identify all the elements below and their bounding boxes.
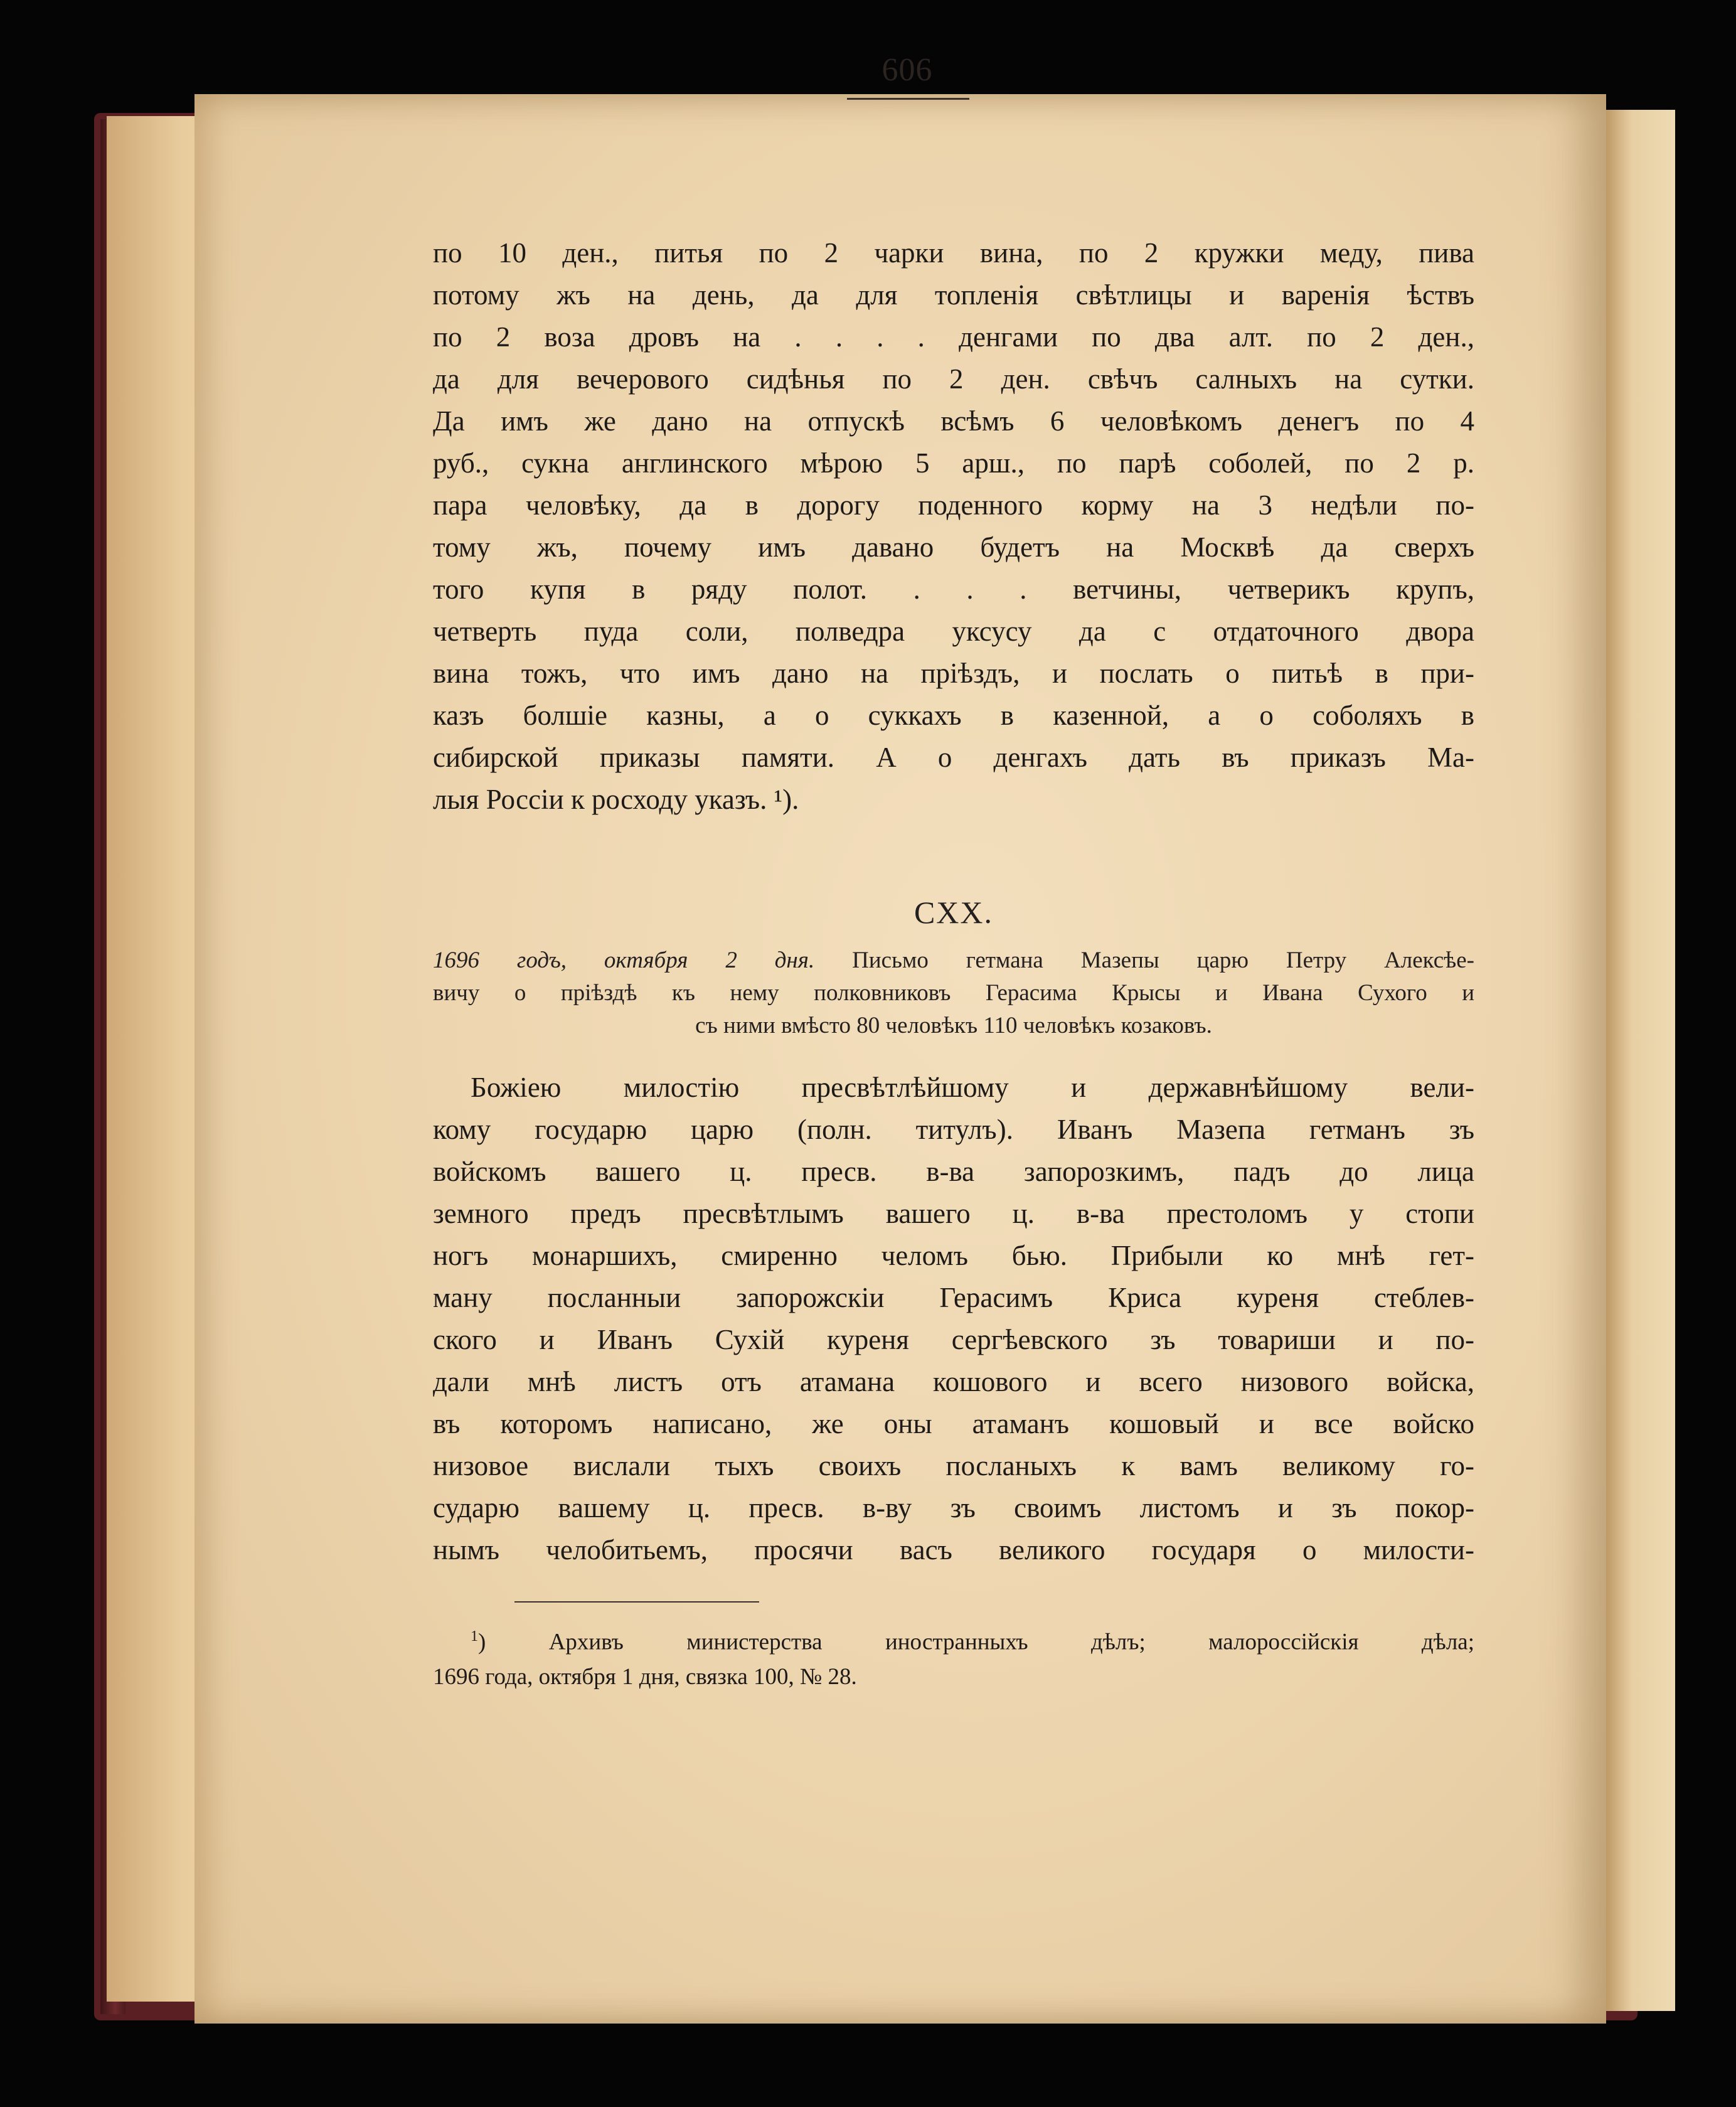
text-line: ману посланныи запорожскіи Герасимъ Криса куреня стеблев- [433, 1282, 1474, 1313]
text-line: дали мнѣ листъ отъ атамана кошового и всего низового войска, [433, 1366, 1474, 1397]
page-number: 606 [881, 52, 933, 88]
text-line: по 10 ден., питья по 2 чарки вина, по 2 кружки меду, пива [433, 237, 1474, 269]
text-line: кому государю царю (полн. титулъ). Иванъ Мазепа гетманъ зъ [433, 1114, 1474, 1145]
text-line: потому жъ на день, да для топленія свѣтлицы и варенія ѣствъ [433, 279, 1474, 311]
text-line: ногъ монаршихъ, смиренно челомъ бью. Прибыли ко мнѣ гет- [433, 1240, 1474, 1271]
footnote-text1: ) Архивъ министерства иностранныхъ дѣлъ; малороссійскія дѣла; [478, 1629, 1474, 1655]
text-line: нымъ челобитьемъ, просячи васъ великого государя о милости- [433, 1534, 1474, 1566]
text-line: тому жъ, почему имъ давано будетъ на Москвѣ да сверхъ [433, 531, 1474, 563]
text-line: Да имъ же дано на отпускѣ всѣмъ 6 человѣкомъ денегъ по 4 [433, 405, 1474, 437]
footnote-rule [514, 1601, 759, 1603]
page-number-rule [847, 98, 969, 100]
footnote-line2: 1696 года, октября 1 дня, связка 100, № 28. [433, 1664, 857, 1690]
footnote [433, 1619, 1474, 1695]
text-line: казъ болшіе казны, а о суккахъ в казенной, а о соболяхъ в [433, 700, 1474, 731]
text-line: вина тожъ, что имъ дано на пріѣздъ, и послать о питьѣ в при- [433, 658, 1474, 689]
section-date: 1696 годъ, октября 2 дня. [433, 947, 815, 973]
text-line: низовое вислали тыхъ своихъ посланыхъ к вамъ великому го- [433, 1450, 1474, 1481]
text-line: земного предъ пресвѣтлымъ вашего ц. в-ва престоломъ у стопи [433, 1198, 1474, 1229]
continued-text [433, 232, 1474, 821]
section-header [433, 944, 1474, 1042]
text-line: войскомъ вашего ц. пресв. в-ва запорозкимъ, падъ до лица [433, 1156, 1474, 1187]
text-line: сибирской приказы памяти. А о денгахъ дать въ приказъ Ма- [433, 742, 1474, 773]
section-header-line1: Письмо гетмана Мазепы царю Петру Алексѣе- [852, 947, 1474, 973]
text-line: четверть пуда соли, полведра уксусу да с отдаточного двора [433, 616, 1474, 647]
text-line: да для вечерового сидѣнья по 2 ден. свѣчъ салныхъ на сутки. [433, 363, 1474, 395]
text-line: по 2 воза дровъ на . . . . денгами по два алт. по 2 ден., [433, 321, 1474, 353]
text-line: лыя Россіи к росходу указъ. ¹). [433, 784, 799, 815]
facing-page-edge [1603, 110, 1675, 2011]
section-number: CXX. [913, 895, 994, 930]
text-line: въ которомъ написано, же оны атаманъ кошовый и все войско [433, 1408, 1474, 1439]
section-header-line3: съ ними вмѣсто 80 человѣкъ 110 человѣкъ козаковъ. [695, 1013, 1212, 1038]
text-line: того купя в ряду полот. . . . ветчины, четверикъ крупъ, [433, 573, 1474, 605]
letter-text [433, 1067, 1474, 1571]
section-header-line [433, 944, 1474, 977]
text-line: Божіею милостію пресвѣтлѣйшому и державнѣйшому вели- [471, 1072, 1474, 1103]
text-line: пара человѣку, да в дорогу поденного корму на 3 недѣли по- [433, 489, 1474, 521]
footnote-line1 [433, 1619, 1474, 1660]
text-line: сударю вашему ц. пресв. в-ву зъ своимъ листомъ и зъ покор- [433, 1492, 1474, 1523]
text-line: ского и Иванъ Сухій куреня сергѣевского зъ товариши и по- [433, 1324, 1474, 1355]
section-header-line2: вичу о пріѣздѣ къ нему полковниковъ Герасима Крысы и Ивана Сухого и [433, 980, 1474, 1006]
footnote-marker: 1 [471, 1628, 479, 1645]
text-line: руб., сукна англинского мѣрою 5 арш., по парѣ соболей, по 2 р. [433, 447, 1474, 479]
